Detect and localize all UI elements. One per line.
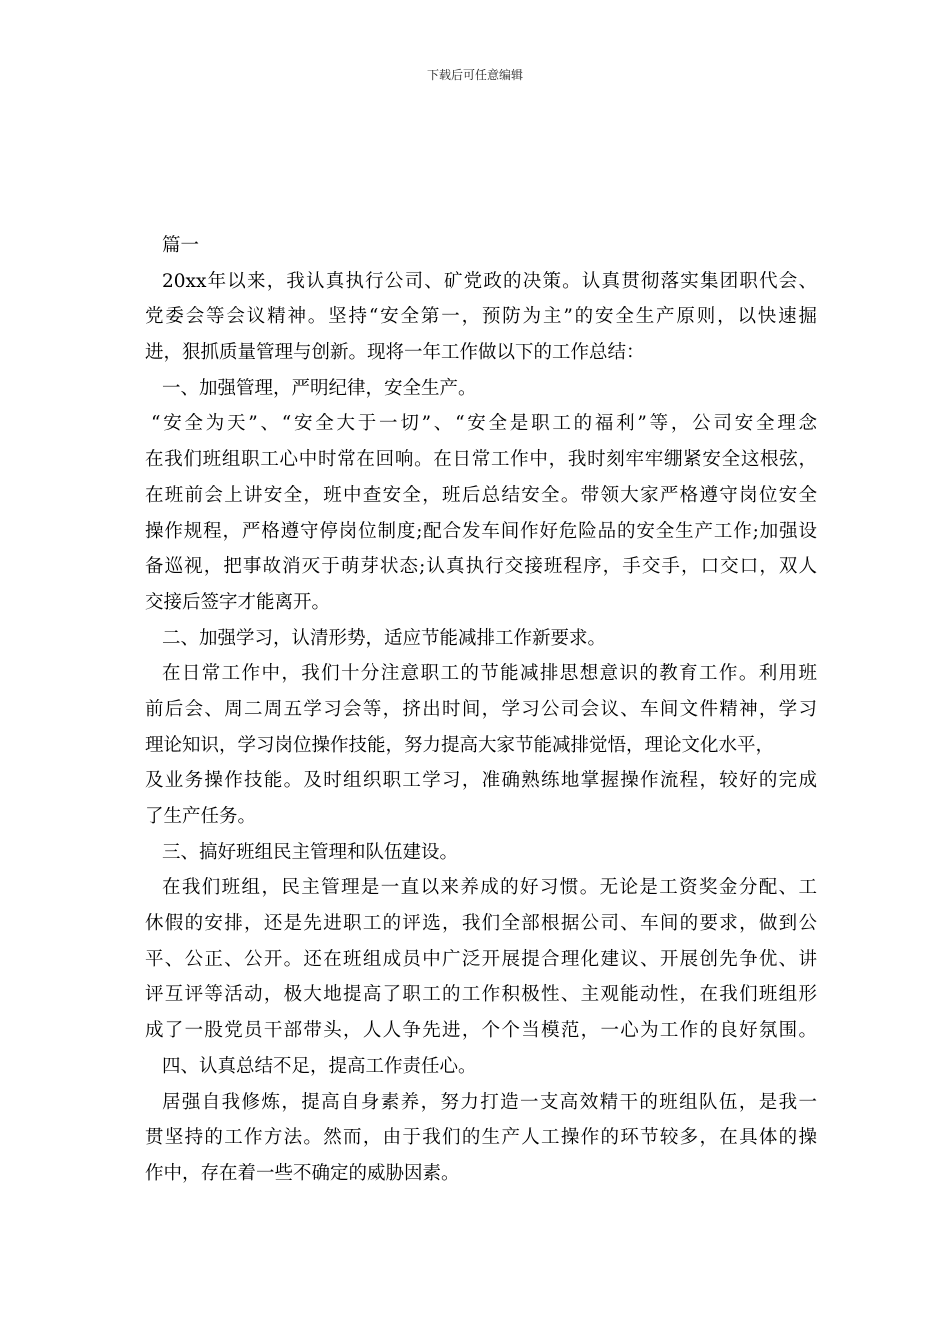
- paragraph-line: 20xx年以来，我认真执行公司、矿党政的决策。认真贯彻落实集团职代会、: [162, 270, 817, 292]
- document-body: [145, 228, 817, 1192]
- paragraph-line: 操作规程，严格遵守停岗位制度;配合发车间作好危险品的安全生产工作;加强设: [145, 520, 817, 542]
- paragraph-line: 及业务操作技能。及时组织职工学习，准确熟练地掌握操作流程，较好的完成: [145, 770, 817, 792]
- paragraph-line: 了生产任务。: [145, 806, 257, 827]
- paragraph-line: 平、公正、公开。还在班组成员中广泛开展提合理化建议、开展创先争优、讲: [145, 948, 817, 970]
- paragraph-line: 休假的安排，还是先进职工的评选，我们全部根据公司、车间的要求，做到公: [145, 913, 817, 935]
- paragraph-line: 党委会等会议精神。坚持“安全第一，预防为主”的安全生产原则，以快速掘: [145, 306, 817, 328]
- paragraph-line: 在日常工作中，我们十分注意职工的节能减排思想意识的教育工作。利用班: [162, 663, 817, 685]
- paragraph-line: 理论知识，学习岗位操作技能，努力提高大家节能减排觉悟，理论文化水平，: [145, 734, 775, 756]
- heading-line: 三、搞好班组民主管理和队伍建设。: [162, 841, 459, 863]
- paragraph-line: 前后会、周二周五学习会等，挤出时间，学习公司会议、车间文件精神，学习: [145, 698, 817, 720]
- paragraph-line: 作中，存在着一些不确定的威胁因素。: [145, 1162, 460, 1184]
- paragraph-line: 成了一股党员干部带头，人人争先进，个个当模范，一心为工作的良好氛围。: [145, 1020, 817, 1042]
- heading-line: 一、加强管理，严明纪律，安全生产。: [162, 377, 477, 399]
- header-note: 下载后可任意编辑: [426, 68, 523, 82]
- paragraph-line: 在我们班组职工心中时常在回响。在日常工作中，我时刻牢牢绷紧安全这根弦，: [145, 449, 817, 471]
- section-title: 篇一: [162, 235, 200, 256]
- paragraph-line: 进，狠抓质量管理与创新。现将一年工作做以下的工作总结：: [145, 342, 645, 364]
- paragraph-line: 评互评等活动，极大地提高了职工的工作积极性、主观能动性，在我们班组形: [145, 984, 817, 1006]
- heading-line: 四、认真总结不足，提高工作责任心。: [162, 1055, 477, 1077]
- paragraph-line: “安全为天”、“安全大于一切”、“安全是职工的福利”等，公司安全理念: [151, 413, 817, 435]
- paragraph-line: 备巡视，把事故消灭于萌芽状态;认真执行交接班程序，手交手，口交口，双人: [145, 556, 817, 578]
- paragraph-line: 贯坚持的工作方法。然而，由于我们的生产人工操作的环节较多，在具体的操: [145, 1127, 817, 1149]
- heading-line: 二、加强学习，认清形势，适应节能减排工作新要求。: [162, 627, 607, 649]
- paragraph-line: 在我们班组，民主管理是一直以来养成的好习惯。无论是工资奖金分配、工: [162, 877, 817, 899]
- paragraph-line: 在班前会上讲安全，班中查安全，班后总结安全。带领大家严格遵守岗位安全: [145, 484, 817, 506]
- paragraph-line: 交接后签字才能离开。: [145, 591, 331, 613]
- paragraph-line: 居强自我修炼，提高自身素养，努力打造一支高效精干的班组队伍，是我一: [162, 1091, 817, 1113]
